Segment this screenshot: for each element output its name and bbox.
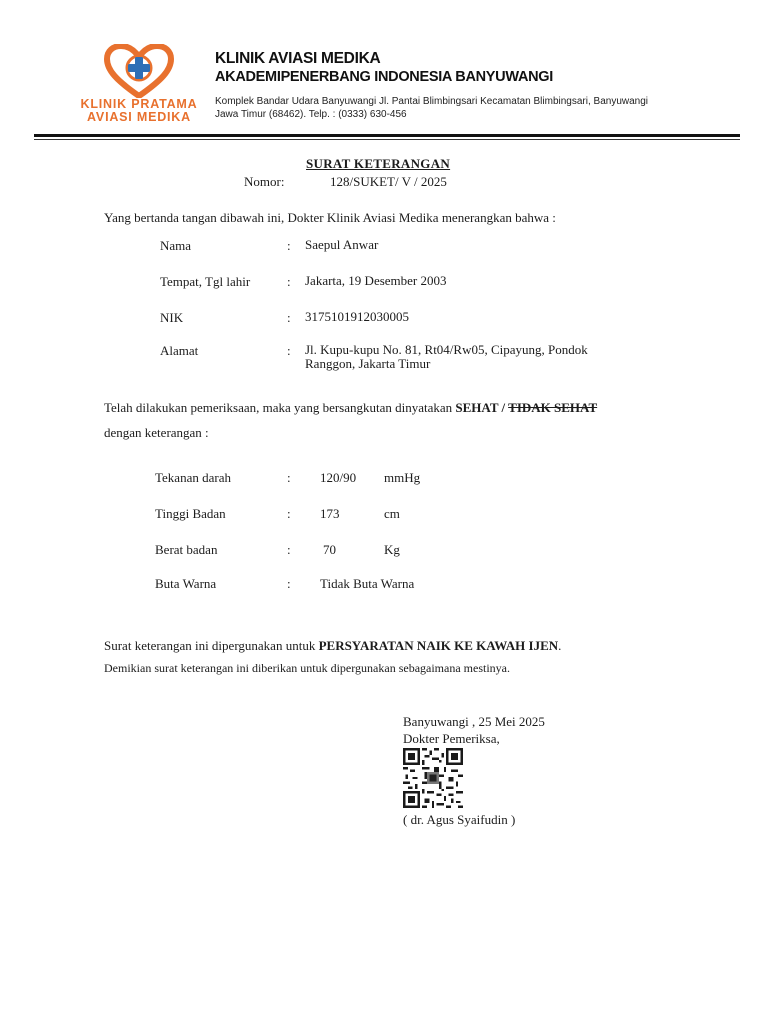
doctor-name: ( dr. Agus Syaifudin ) <box>403 812 516 827</box>
color-blind-value: Tidak Buta Warna <box>320 576 415 591</box>
clinic-logo <box>80 44 198 126</box>
blood-pressure-colon: : <box>287 470 291 485</box>
address-value-line-1: Jl. Kupu-kupu No. 81, Rt04/Rw05, Cipayung, Pondok <box>305 342 588 357</box>
qr-code-icon <box>403 748 463 808</box>
address-label: Alamat <box>160 343 199 358</box>
weight-colon: : <box>287 542 291 557</box>
height-unit: cm <box>384 506 400 521</box>
birth-colon: : <box>287 274 291 289</box>
blood-pressure-value: 120/90 <box>320 470 357 485</box>
purpose-suffix: . <box>558 638 562 653</box>
address-line-1: Komplek Bandar Udara Banyuwangi Jl. Pantai Blimbingsari Kecamatan Blimbingsari, Banyuwangi <box>215 96 649 107</box>
status-sehat: SEHAT / <box>455 400 509 415</box>
address-value-line-2: Ranggon, Jakarta Timur <box>305 356 431 371</box>
address-line-2: Jawa Timur (68462). Telp. : (0333) 630-456 <box>215 109 407 120</box>
address-colon: : <box>287 343 291 358</box>
org-subtitle: AKADEMIPENERBANG INDONESIA BANYUWANGI <box>215 69 553 85</box>
weight-unit: Kg <box>384 542 400 557</box>
intro-text: Yang bertanda tangan dibawah ini, Dokter Klinik Aviasi Medika menerangkan bahwa : <box>104 210 556 225</box>
header-divider-thick <box>34 134 740 137</box>
nik-colon: : <box>287 310 291 325</box>
color-blind-colon: : <box>287 576 291 591</box>
color-blind-label: Buta Warna <box>155 576 217 591</box>
height-value: 173 <box>320 506 340 521</box>
birth-value: Jakarta, 19 Desember 2003 <box>305 273 447 288</box>
result-prefix: Telah dilakukan pemeriksaan, maka yang bersangkutan dinyatakan <box>104 400 456 415</box>
blood-pressure-label: Tekanan darah <box>155 470 231 485</box>
logo-text-aviasi-medika: AVIASI MEDIKA <box>87 110 191 124</box>
doctor-title: Dokter Pemeriksa, <box>403 731 500 746</box>
result-line-2: dengan keterangan : <box>104 425 209 440</box>
purpose-emphasis: PERSYARATAN NAIK KE KAWAH IJEN <box>318 638 559 653</box>
patient-name-value: Saepul Anwar <box>305 237 379 252</box>
logo-text-klinik-pratama: KLINIK PRATAMA <box>80 97 198 111</box>
result-statement <box>104 400 597 416</box>
nik-value: 3175101912030005 <box>305 309 409 324</box>
weight-label: Berat badan <box>155 542 218 557</box>
patient-name-colon: : <box>287 238 291 253</box>
heart-cross-icon <box>104 44 174 98</box>
height-label: Tinggi Badan <box>155 506 226 521</box>
birth-label: Tempat, Tgl lahir <box>160 274 251 289</box>
closing-text: Demikian surat keterangan ini diberikan untuk dipergunakan sebagaimana mestinya. <box>104 661 510 675</box>
height-colon: : <box>287 506 291 521</box>
weight-value: 70 <box>323 542 336 557</box>
status-tidak-sehat: TIDAK SEHAT <box>508 400 598 415</box>
document-title: SURAT KETERANGAN <box>306 156 451 171</box>
purpose-statement <box>104 638 561 654</box>
number-value: 128/SUKET/ V / 2025 <box>330 174 447 189</box>
number-label: Nomor: <box>244 174 285 189</box>
blood-pressure-unit: mmHg <box>384 470 421 485</box>
nik-label: NIK <box>160 310 184 325</box>
place-date: Banyuwangi , 25 Mei 2025 <box>403 714 545 729</box>
header-divider-thin <box>34 139 740 140</box>
patient-name-label: Nama <box>160 238 192 253</box>
org-name: KLINIK AVIASI MEDIKA <box>215 50 381 67</box>
purpose-prefix: Surat keterangan ini dipergunakan untuk <box>104 638 319 653</box>
